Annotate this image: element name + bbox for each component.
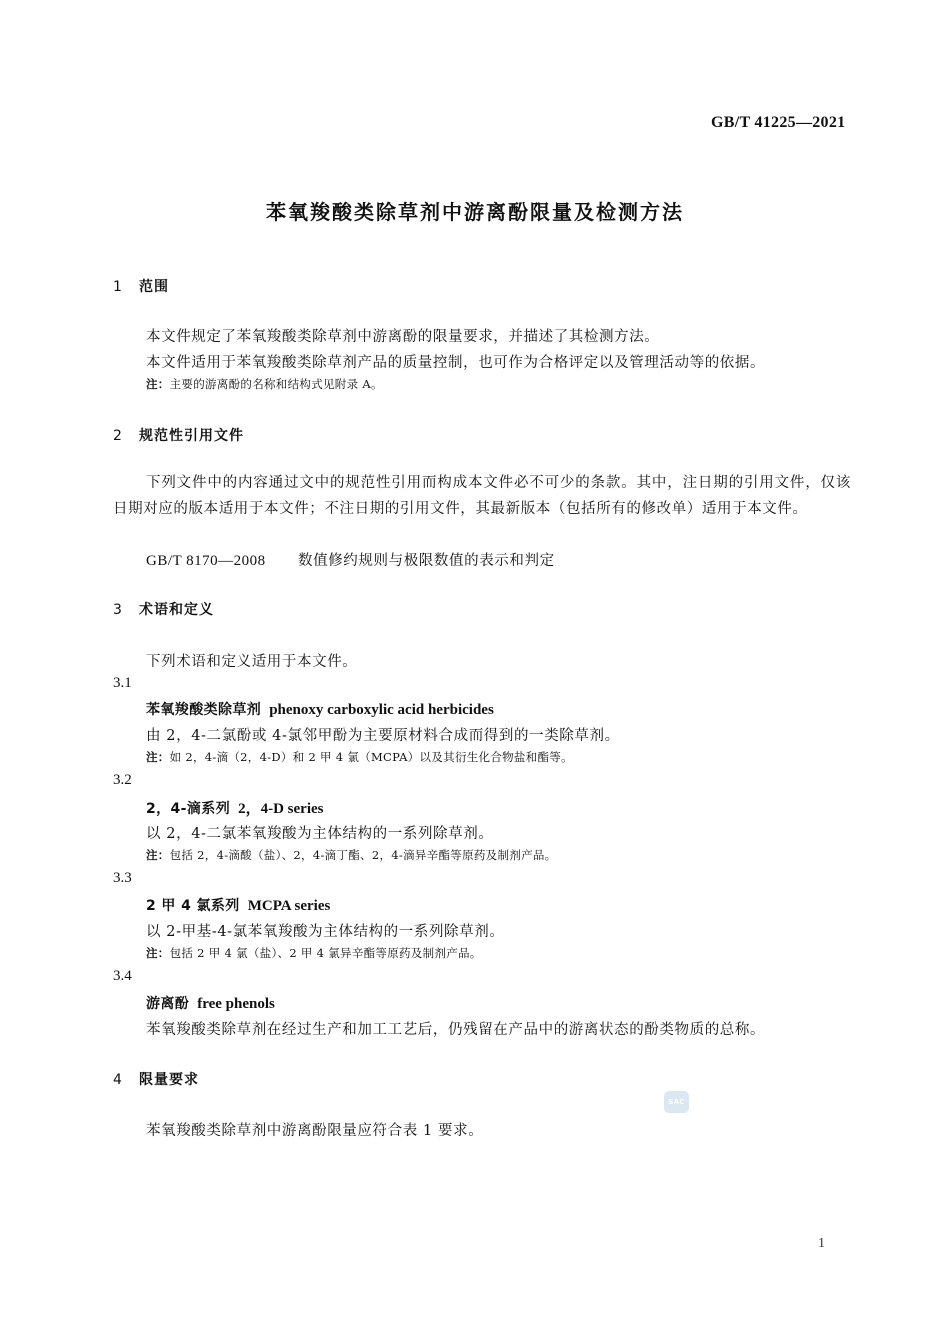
term-name-en: free phenols: [197, 996, 275, 1012]
note-text: 如 2，4-滴（2，4-D）和 2 甲 4 氯（MCPA）以及其衍生化合物盐和酯等。: [169, 750, 573, 764]
section-title: 术语和定义: [139, 602, 214, 618]
term-name: [146, 895, 330, 915]
term-name-en: MCPA series: [247, 898, 331, 914]
section-number: 4: [113, 1072, 123, 1088]
limits-paragraph: 苯氧羧酸类除草剂中游离酚限量应符合表 1 要求。: [146, 1123, 484, 1139]
term-number: 3.3: [113, 870, 132, 886]
term-name-cn: 苯氧羧酸类除草剂: [146, 702, 262, 718]
section-title: 限量要求: [139, 1072, 199, 1088]
term-name: [146, 993, 275, 1013]
term-name-cn: 2 甲 4 氯系列: [146, 898, 240, 914]
section-number: 1: [113, 279, 123, 295]
term-name-en: 2，4-D series: [238, 801, 324, 817]
page-number: 1: [818, 1236, 825, 1251]
term-definition: 苯氧羧酸类除草剂在经过生产和加工工艺后，仍残留在产品中的游离状态的酚类物质的总称。: [146, 1022, 766, 1038]
reference-code: GB/T 8170—2008: [146, 553, 266, 569]
note-text: 包括 2 甲 4 氯（盐）、2 甲 4 氯异辛酯等原药及制剂产品。: [169, 946, 482, 960]
scope-note: [146, 376, 383, 392]
sac-watermark-logo: SAC: [664, 1091, 689, 1113]
term-number: 3.1: [113, 675, 132, 691]
normative-reference: [146, 549, 555, 570]
note-label: 注：: [146, 377, 170, 391]
reference-title: 数值修约规则与极限数值的表示和判定: [298, 553, 555, 569]
term-definition: 以 2-甲基-4-氯苯氧羧酸为主体结构的一系列除草剂。: [146, 924, 505, 940]
term-number: 3.2: [113, 772, 132, 788]
term-name: [146, 699, 494, 719]
scope-paragraph-1: 本文件规定了苯氧羧酸类除草剂中游离酚的限量要求，并描述了其检测方法。: [146, 329, 660, 345]
section-3-heading: [113, 599, 214, 619]
scope-paragraph-2: 本文件适用于苯氧羧酸类除草剂产品的质量控制，也可作为合格评定以及管理活动等的依据。: [146, 355, 766, 371]
references-paragraph: 下列文件中的内容通过文中的规范性引用而构成本文件必不可少的条款。其中，注日期的引用文件，仅该日期对应的版本适用于本文件；不注日期的引用文件，其最新版本（包括所有的修改单）适用于本文件。: [113, 475, 851, 517]
term-definition: 由 2，4-二氯酚或 4-氯邻甲酚为主要原材料合成而得到的一类除草剂。: [146, 728, 620, 744]
section-1-heading: [113, 276, 169, 296]
section-number: 2: [113, 428, 123, 444]
term-definition: 以 2，4-二氯苯氧羧酸为主体结构的一系列除草剂。: [146, 826, 494, 842]
note-text: 包括 2，4-滴酸（盐）、2，4-滴丁酯、2，4-滴异辛酯等原药及制剂产品。: [169, 848, 557, 862]
section-2-heading: [113, 425, 244, 445]
note-label: 注：: [146, 750, 170, 764]
note-text: 主要的游离酚的名称和结构式见附录 A。: [169, 377, 383, 391]
section-4-heading: [113, 1069, 199, 1089]
section-title: 范围: [139, 279, 169, 295]
document-title: 苯氧羧酸类除草剂中游离酚限量及检测方法: [266, 200, 684, 224]
term-name-cn: 2，4-滴系列: [146, 801, 231, 817]
note-label: 注：: [146, 946, 170, 960]
term-number: 3.4: [113, 968, 132, 984]
term-name-en: phenoxy carboxylic acid herbicides: [269, 702, 494, 718]
term-name-cn: 游离酚: [146, 996, 190, 1012]
term-note: [146, 847, 556, 863]
note-label: 注：: [146, 848, 170, 862]
term-note: [146, 945, 482, 961]
standard-code: GB/T 41225—2021: [711, 114, 846, 131]
term-name: [146, 797, 324, 818]
term-note: [146, 749, 573, 765]
terms-intro: 下列术语和定义适用于本文件。: [146, 654, 358, 670]
section-title: 规范性引用文件: [139, 428, 244, 444]
section-number: 3: [113, 602, 123, 618]
